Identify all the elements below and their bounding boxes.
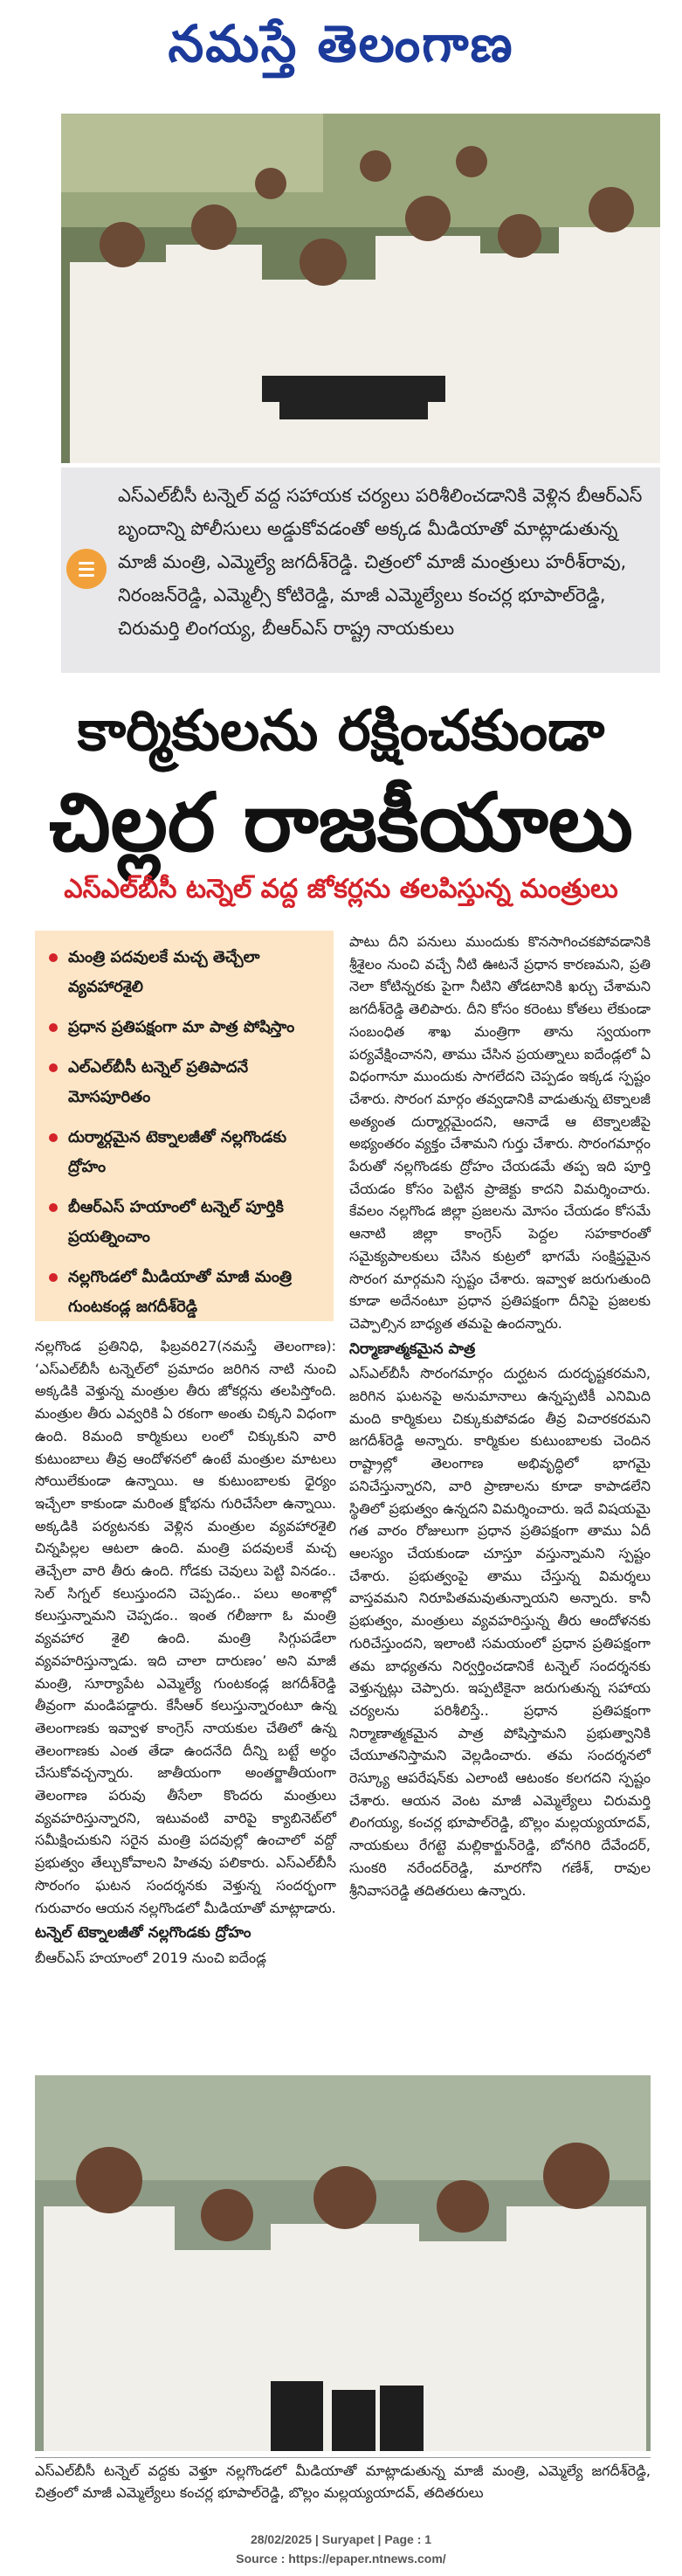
divider	[35, 2457, 651, 2458]
article-paragraph: పాటు దీని పనులు ముందుకు కొనసాగించకపోవడానికి శ్రీశైలం నుంచి వచ్చే నీటి ఊటనే ప్రధాన కారణమని, ప్రతి నెలా కోటిన్నరకు పైగా నీటిని తోడటానికి ఖర్చు చేశామని జగదీశ్‌రెడ్డి తెలిపారు. దీని కోసం కరెంటు కోతలు లేకుండా సంబంధిత శాఖ మంత్రిగా తాను స్వయంగా పర్యవేక్షించానని, తాము చేసిన ప్రయత్నాలు ఐదేండ్లలో ఏ విధంగానూ ముందుకు సాగలేదని చెప్పడం ఇక్కడ స్పష్టం చేశారు. సొరంగ మార్గం తవ్వడానికి వాడుతున్న టెక్నాలజీ అత్యంత దుర్మార్గమైందని, ఆనాడే ఆ టెక్నాలజీపై అభ్యంతరం వ్యక్తం చేశామని గుర్తు చేశారు. సొరంగమార్గం పేరుతో నల్లగొండకు ద్రోహం చేయడమే తప్ప ఇది పూర్తి చేయడం కోసం పెట్టిన ప్రాజెక్టు కాదని విమర్శించారు. కేవలం నల్లగొండ జిల్లా ప్రజలను మోసం చేయడం కోసమే ఆనాటి జిల్లా కాంగ్రెస్ పెద్దల సహకారంతో సమైక్యపాలకులు చేసిన కుట్రలో భాగమే సంక్షిప్తమైన సొరంగ మార్గమని స్పష్టం చేశారు. ఇవ్వాళ జరుగుతుంది కూడా అదేనంటూ ప్రధాన ప్రతిపక్షంగా దీనిపై ప్రజలకు చెప్పాల్సిన బాధ్యత తమపై ఉందన్నారు.	[349, 933, 651, 1332]
highlight-item: బీఆర్‌ఎస్ హయాంలో టన్నెల్ పూర్తికి ప్రయత్నించాం	[44, 1193, 325, 1252]
section-heading: నిర్మాణాత్మకమైన పాత్ర	[349, 1340, 476, 1358]
article-column-left	[35, 1335, 336, 1970]
caption-menu-icon	[66, 549, 107, 589]
article-paragraph: బీఆర్‌ఎస్ హయాంలో 2019 నుంచి ఐదేండ్ల	[35, 1949, 266, 1966]
top-photo	[61, 114, 660, 463]
highlight-item: దుర్మార్గమైన టెక్నాలజీతో నల్లగొండకు ద్రోహం	[44, 1123, 325, 1182]
footer-source-link[interactable]: Source : https://epaper.ntnews.com/	[236, 2552, 446, 2566]
masthead	[0, 0, 682, 87]
headline-line-1: కార్మికులను రక్షించకుండా	[77, 699, 605, 764]
article-paragraph: ఎస్‌ఎల్‌బీసీ సొరంగమార్గం దుర్ఘటన దురదృష్టకరమని, జరిగిన ఘటనపై అనుమానాలు ఉన్నప్పటికీ ఎనిమిది మంది కార్మికులు చిక్కుకుపోవడం తీవ్ర విచారకరమని జగదీశ్‌రెడ్డి అన్నారు. కార్మికుల కుటుంబాలకు చెందిన రాష్ట్రాల్లో తెలంగాణ అభివృద్ధిలో భాగమై పనిచేస్తున్నారని, వారి ప్రాణాలను కూడా కాపాడలేని స్థితిలో ప్రభుత్వం ఉన్నదని విమర్శించారు. ఇదే విషయమై గత వారం రోజులుగా ప్రధాన ప్రతిపక్షంగా తాము ఏదీ ఆలస్యం చేయకుండా చూస్తూ వస్తున్నామని స్పష్టం చేశారు. ప్రభుత్వంపై తాము చేస్తున్న విమర్శలు వాస్తవమని నిరూపితమవుతున్నాయని అన్నారు. కానీ ప్రభుత్వం, మంత్రులు వ్యవహరిస్తున్న తీరు ఆందోళనకు గురిచేస్తుందని, ఇలాంటి సమయంలో ప్రధాన ప్రతిపక్షంగా తమ బాధ్యతను నిర్వర్తించడానికే టన్నెల్ సందర్శనకు వెళ్తున్నట్లు చెప్పారు. ఇప్పటికైనా జరుగుతున్న సహాయ చర్యలను పరిశీలిస్తే.. ప్రధాన ప్రతిపక్షంగా నిర్మాణాత్మకమైన పాత్ర పోషిస్తామని ప్రభుత్వానికి చేయూతనిస్తామని వెల్లడించారు. తమ సందర్శనలో రెస్క్యూ ఆపరేషన్‌కు ఎలాంటి ఆటంకం కలగదని స్పష్టం చేశారు. ఆయన వెంట మాజీ ఎమ్మెల్యేలు చిరుమర్తి లింగయ్య, కంచర్ల భూపాల్‌రెడ్డి, బొల్లం మల్లయ్యయాదవ్, నాయకులు రేగట్టె మల్లికార్జున్‌రెడ్డి, బోనగిరి దేవేందర్, సుంకరి నరేందర్‌రెడ్డి, మారగోని గణేశ్, రావుల శ్రీనివాసరెడ్డి తదితరులు ఉన్నారు.	[349, 1365, 651, 1899]
article-paragraph: నల్లగొండ ప్రతినిధి, ఫిబ్రవరి27(నమస్తే తెలంగాణ): ‘ఎస్‌ఎల్‌బీసీ టన్నెల్‌లో ప్రమాదం జరిగిన నాటి నుంచి అక్కడికి వెళ్తున్న మంత్రుల తీరు జోకర్లను తలపిస్తోంది. మంత్రుల తీరు ఎవ్వరికి ఏ రకంగా అంతు చిక్కని విధంగా ఉంది. 8మంది కార్మికులు లంలో చిక్కుకుని వారి కుటుంబాలు తీవ్ర ఆందోళనలో ఉంటే మంత్రుల మాటలు సోయిలేకుండా ఉన్నాయి. ఆ కుటుంబాలకు ధైర్యం ఇచ్చేలా కాకుండా మరింత క్షోభను గురిచేసేలా ఉన్నాయి. అక్కడికి పర్యటనకు వెళ్లిన మంత్రుల వ్యవహారశైలి చిన్నపిల్లల ఆటలా ఉంది. మంత్రి పదవులకే మచ్చ తెచ్చేలా వారి తీరు ఉంది. గోడకు చెవులు పెట్టి వినడం.. సెల్ సిగ్నల్ కలుస్తుందని చెప్పడం.. పలు అంశాల్లో కలుస్తున్నామని చెప్పడం.. ఇంత గలీజుగా ఓ మంత్రి వ్యవహార శైలి ఉంది. మంత్రి సిగ్గుపడేలా వ్యవహరిస్తున్నాడు. ఇది చాలా దారుణం’ అని మాజీ మంత్రి, సూర్యాపేట ఎమ్మెల్యే గుంటకండ్ల జగదీశ్‌రెడ్డి తీవ్రంగా మండిపడ్డారు. కేసీఆర్ కలుస్తున్నారంటూ ఉన్న తెలంగాణకు ఇవ్వాళ కాంగ్రెస్ నాయకుల చేతిలో ఉన్న తెలంగాణకు ఎంత తేడా ఉందనేది దీన్ని బట్టే అర్థం చేసుకోవచ్చన్నారు. జాతీయంగా అంతర్జాతీయంగా తెలంగాణ పరువు తీసేలా కొందరు మంత్రులు వ్యవహరిస్తున్నారని, ఇటువంటి వారిపై క్యాబినెట్‌లో సమీక్షించుకుని సరైన మంత్రి పదవుల్లో ఉంచాలో వద్దో ప్రభుత్వం తేల్చుకోవాలని హితవు పలికారు. ఎస్‌ఎల్‌బీసీ సొరంగం ఘటన సందర్శనకు వెళ్తున్న సందర్భంగా గురువారం ఆయన నల్లగొండలో మీడియాతో మాట్లాడారు.	[35, 1338, 336, 1916]
highlight-item: ఎల్‌ఎల్‌బీసీ టన్నెల్ ప్రతిపాదనే మోసపూరితం	[44, 1053, 325, 1112]
bottom-photo	[35, 2075, 651, 2451]
article-column-right	[349, 931, 651, 1901]
newspaper-title: నమస్తే తెలంగాణ	[168, 14, 514, 73]
top-photo-caption: ఎస్‌ఎల్‌బీసీ టన్నెల్ వద్ద సహాయక చర్యలు పరిశీలించడానికి వెళ్లిన బీఆర్‌ఎస్ బృందాన్ని పోలీసులు అడ్డుకోవడంతో అక్కడ మీడియాతో మాట్లాడుతున్న మాజీ మంత్రి, ఎమ్మెల్యే జగదీశ్‌రెడ్డి. చిత్రంలో మాజీ మంత్రులు హరీశ్‌రావు, నిరంజన్‌రెడ్డి, ఎమ్మెల్సీ కోటిరెడ్డి, మాజీ ఎమ్మెల్యేలు కంచర్ల భూపాల్‌రెడ్డి, చిరుమర్తి లింగయ్య, బీఆర్‌ఎస్ రాష్ట్ర నాయకులు	[118, 485, 643, 639]
highlight-item: నల్లగొండలో మీడియాతో మాజీ మంత్రి గుంటకండ్ల జగదీశ్‌రెడ్డి	[44, 1263, 325, 1322]
headline-line-2: చిల్లర రాజకీయాలు	[49, 776, 633, 869]
highlights-box	[35, 931, 334, 1321]
subheadline: ఎస్‌ఎల్‌బీసీ టన్నెల్ వద్ద జోకర్లను తలపిస్తున్న మంత్రులు	[64, 874, 618, 904]
footer-date-page: 28/02/2025 | Suryapet | Page : 1	[250, 2532, 432, 2546]
section-heading: టన్నెల్ టెక్నాలజీతో నల్లగొండకు ద్రోహం	[35, 1924, 251, 1942]
highlight-item: ప్రధాన ప్రతిపక్షంగా మా పాత్ర పోషిస్తాం	[44, 1013, 325, 1042]
bottom-photo-caption: ఎస్‌ఎల్‌బీసీ టన్నెల్ వద్దకు వెళ్తూ నల్లగొండలో మీడియాతో మాట్లాడుతున్న మాజీ మంత్రి, ఎమ్మెల్యే జగదీశ్‌రెడ్డి, చిత్రంలో మాజీ ఎమ్మెల్యేలు కంచర్ల భూపాల్‌రెడ్డి, బొల్లం మల్లయ్యయాదవ్, తదితరులు	[35, 2462, 651, 2501]
highlight-item: మంత్రి పదవులకే మచ్చ తెచ్చేలా వ్యవహారశైలి	[44, 943, 325, 1002]
